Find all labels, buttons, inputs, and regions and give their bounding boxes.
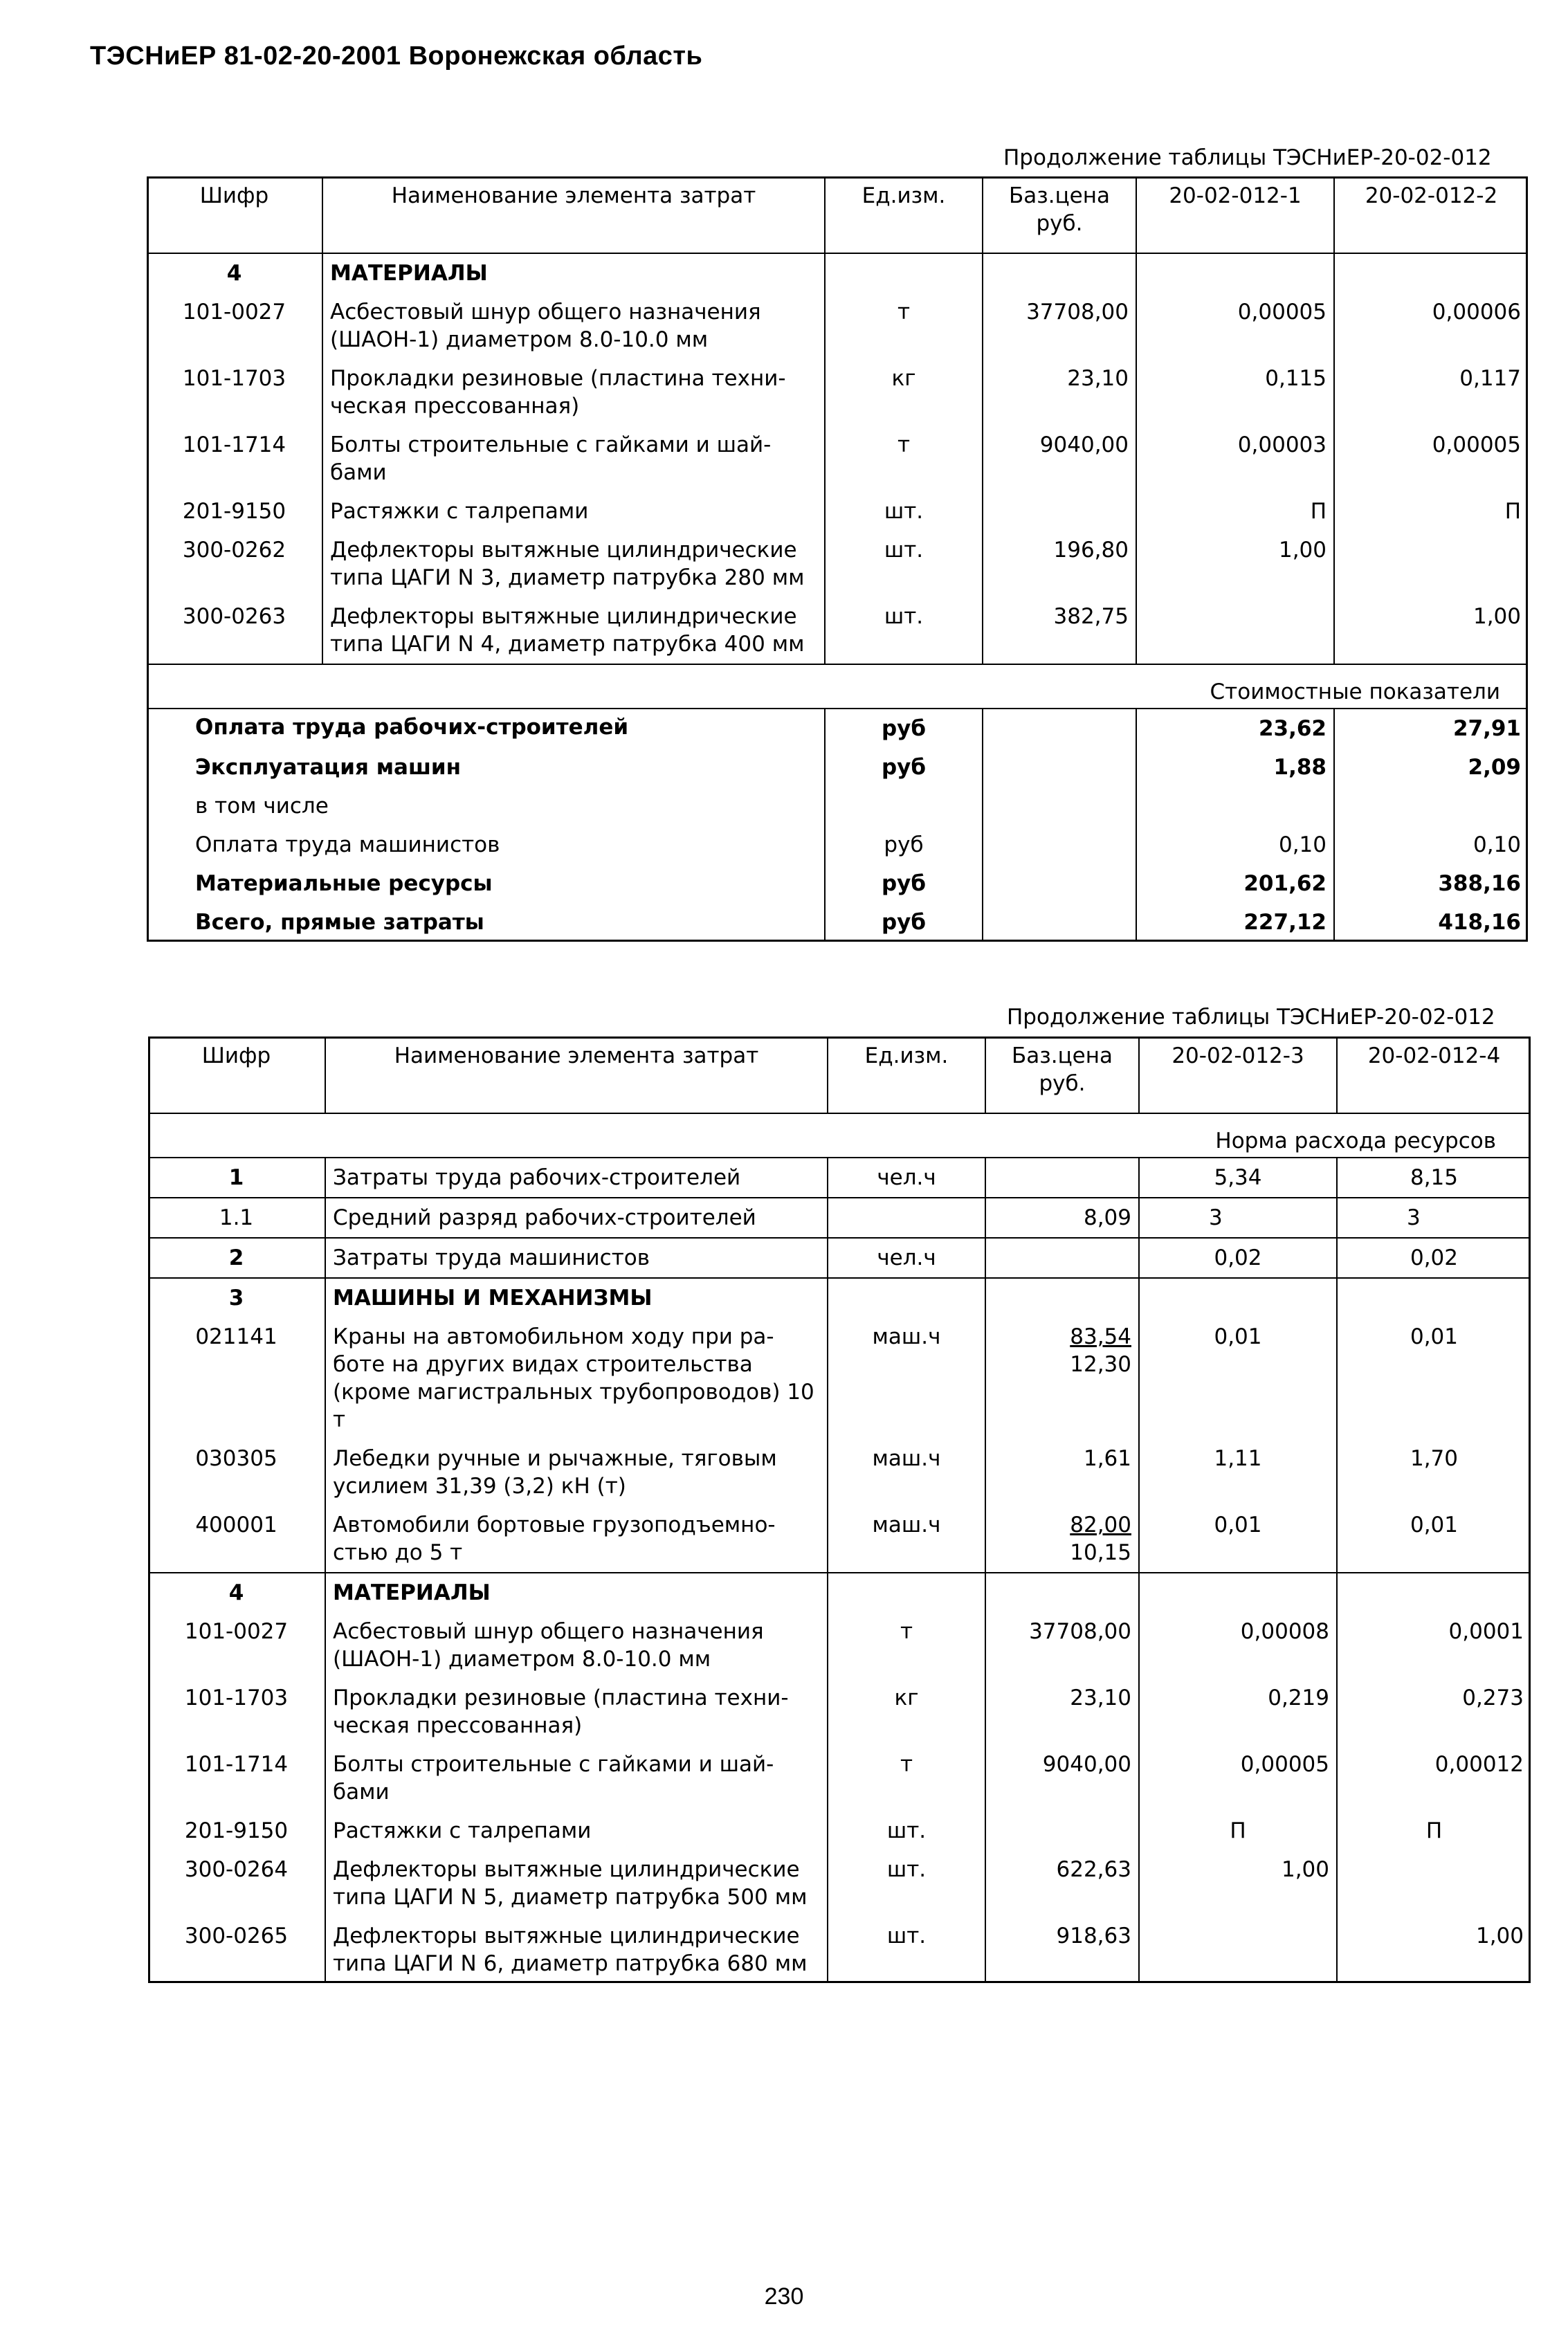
table1-header-row (147, 176, 1528, 253)
norm-label-row (148, 1113, 1531, 1158)
table2-header-row (148, 1036, 1531, 1113)
section-row: 3 МАШИНЫ И МЕХАНИЗМЫ (148, 1278, 1531, 1317)
col-code-header: Шифр (147, 176, 322, 253)
cost-row: Всего, прямые затраты руб 227,12 418,16 (147, 903, 1528, 942)
col-price-header: Баз.цена руб. (985, 1036, 1139, 1113)
labor-row: 2 Затраты труда машинистов чел.ч 0,02 0,02 (148, 1238, 1531, 1278)
table1-continuation-note: Продолжение таблицы ТЭСНиЕР-20-02-012 (1003, 145, 1492, 170)
cost-row: Материальные ресурсы руб 201,62 388,16 (147, 864, 1528, 903)
cost-row: Оплата труда рабочих-строителей руб 23,62 27,91 (147, 709, 1528, 748)
cost-row: Эксплуатация машин руб 1,88 2,09 (147, 748, 1528, 787)
page-number: 230 (764, 2283, 804, 2310)
machine-row: 400001 Автомобили бортовые грузоподъемно-стью до 5 т маш.ч 82,00 10,15 0,01 0,01 (148, 1506, 1531, 1573)
labor-row: 1 Затраты труда рабочих-строителей чел.ч 5,34 8,15 (148, 1158, 1531, 1198)
table-row: 300-0264 Дефлекторы вытяжные цилиндрические типа ЦАГИ N 5, диаметр патрубка 500 мм шт. 622,63 1,00 (148, 1850, 1531, 1917)
col-unit-header: Ед.изм. (828, 1036, 985, 1113)
cost-indicators-label: Стоимостные показатели (147, 664, 1528, 709)
col-name-header: Наименование элемента затрат (322, 176, 825, 253)
col-name-header: Наименование элемента затрат (325, 1036, 828, 1113)
table2-continuation-note: Продолжение таблицы ТЭСНиЕР-20-02-012 (1007, 1005, 1495, 1030)
norms-table-1 (147, 176, 1528, 942)
norms-table-2 (148, 1036, 1531, 1983)
section-row: 4 МАТЕРИАЛЫ (148, 1573, 1531, 1612)
table-row: 101-1703 Прокладки резиновые (пластина техни-ческая прессованная) кг 23,10 0,115 0,117 (147, 359, 1528, 426)
section-row: 4 МАТЕРИАЛЫ (147, 253, 1528, 293)
col-code-header: Шифр (148, 1036, 325, 1113)
table-row: 101-1714 Болты строительные с гайками и шай-бами т 9040,00 0,00005 0,00012 (148, 1745, 1531, 1811)
table-row: 101-0027 Асбестовый шнур общего назначения (ШАОН-1) диаметром 8.0-10.0 мм т 37708,00 0,00005 0,00006 (147, 293, 1528, 359)
table-row: 300-0262 Дефлекторы вытяжные цилиндрические типа ЦАГИ N 3, диаметр патрубка 280 мм шт. 196,80 1,00 (147, 531, 1528, 597)
table-row: 201-9150 Растяжки с талрепами шт. П П (148, 1811, 1531, 1850)
cost-row: в том числе (147, 787, 1528, 825)
cost-indicators-row (147, 664, 1528, 709)
col-norm-1-header: 20-02-012-1 (1136, 176, 1334, 253)
table-row: 300-0263 Дефлекторы вытяжные цилиндрические типа ЦАГИ N 4, диаметр патрубка 400 мм шт. 382,75 1,00 (147, 597, 1528, 664)
norm-label: Норма расхода ресурсов (148, 1113, 1531, 1158)
table-row: 201-9150 Растяжки с талрепами шт. П П (147, 492, 1528, 531)
machine-row: 021141 Краны на автомобильном ходу при ра-боте на других видах строительства (кроме магистральных трубопроводов) 10 т маш.ч 83,54 12,30 0,01 0,01 (148, 1317, 1531, 1439)
col-norm-4-header: 20-02-012-4 (1337, 1036, 1531, 1113)
document-title: ТЭСНиЕР 81-02-20-2001 Воронежская область (90, 42, 703, 71)
machine-row: 030305 Лебедки ручные и рычажные, тяговым усилием 31,39 (3,2) кН (т) маш.ч 1,61 1,11 1,70 (148, 1439, 1531, 1506)
labor-row: 1.1 Средний разряд рабочих-строителей 8,09 3 3 (148, 1198, 1531, 1238)
col-norm-2-header: 20-02-012-2 (1334, 176, 1528, 253)
col-norm-3-header: 20-02-012-3 (1139, 1036, 1337, 1113)
table-row: 101-1714 Болты строительные с гайками и шай-бами т 9040,00 0,00003 0,00005 (147, 426, 1528, 492)
table-row: 300-0265 Дефлекторы вытяжные цилиндрические типа ЦАГИ N 6, диаметр патрубка 680 мм шт. 918,63 1,00 (148, 1917, 1531, 1983)
table-row: 101-0027 Асбестовый шнур общего назначения (ШАОН-1) диаметром 8.0-10.0 мм т 37708,00 0,00008 0,0001 (148, 1612, 1531, 1679)
col-price-header: Баз.цена руб. (983, 176, 1136, 253)
col-unit-header: Ед.изм. (825, 176, 983, 253)
cost-row: Оплата труда машинистов руб 0,10 0,10 (147, 825, 1528, 864)
table-row: 101-1703 Прокладки резиновые (пластина техни-ческая прессованная) кг 23,10 0,219 0,273 (148, 1679, 1531, 1745)
